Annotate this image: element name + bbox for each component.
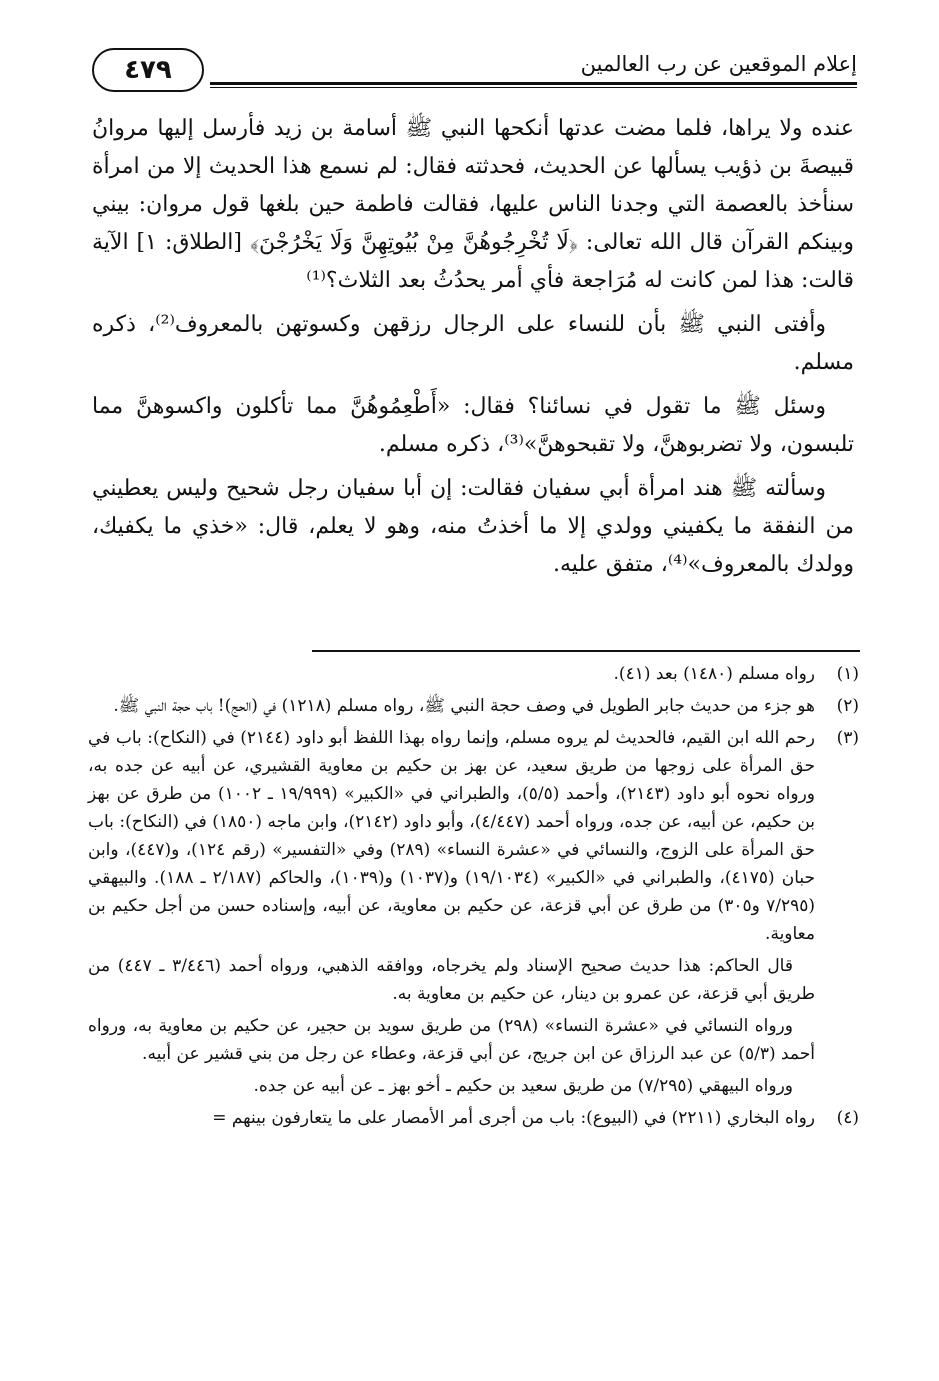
footnote-text: رواه البخاري (٢٢١١) في (البيوع): باب من أجرى أمر الأمصار على ما يتعارفون بينهم = bbox=[212, 1108, 815, 1128]
footnote bbox=[88, 692, 859, 720]
footnote-number: (٣) bbox=[836, 728, 859, 748]
footnote-continuation: قال الحاكم: هذا حديث صحيح الإسناد ولم يخرجاه، ووافقه الذهبي، ورواه أحمد (٣/٤٤٦ ـ ٤٤٧) من طريق أبي قزعة، عن عمرو بن دينار، عن حكيم بن معاوية به. bbox=[88, 956, 815, 1004]
footnote-number: (٤) bbox=[836, 1108, 859, 1128]
footnote-separator bbox=[312, 650, 860, 652]
header-rule bbox=[210, 82, 857, 85]
footnote bbox=[88, 724, 859, 948]
paragraph: عنده ولا يراها، فلما مضت عدتها أنكحها النبي ﷺ أسامة بن زيد فأرسل إليها مروانُ قبيصةَ بن ذؤيب يسألها عن الحديث، فحدثته فقال: لم نسمع هذا الحديث إلا من امرأة سنأخذ بالعصمة التي وجدنا الناس عليها، فقالت فاطمة حين بلغها قول مروان: بيني وبينكم القرآن قال الله تعالى: ﴿لَا تُخْرِجُوهُنَّ مِنْ بُيُوتِهِنَّ وَلَا يَخْرُجْنَ﴾ [الطلاق: ١] الآية قالت: هذا لمن كانت له مُرَاجعة فأي أمر يحدُثُ بعد الثلاث؟⁽¹⁾ bbox=[92, 116, 854, 293]
paragraph: وأفتى النبي ﷺ بأن للنساء على الرجال رزقهن وكسوتهن بالمعروف⁽²⁾، ذكره مسلم. bbox=[92, 312, 854, 375]
footnote bbox=[88, 660, 859, 688]
footnote-number: (٢) bbox=[836, 696, 859, 716]
footnote-text: رواه مسلم (١٤٨٠) بعد (٤١). bbox=[613, 664, 815, 684]
footnote-continuation: ورواه البيهقي (٧/٢٩٥) من طريق سعيد بن حكيم ـ أخو بهز ـ عن أبيه عن جده. bbox=[253, 1076, 793, 1096]
paragraph: وسئل ﷺ ما تقول في نسائنا؟ فقال: «أَطْعِمُوهُنَّ مما تأكلون واكسوهنَّ مما تلبسون، ولا تضربوهنَّ، ولا تقبحوهنَّ»⁽³⁾، ذكره مسلم. bbox=[92, 394, 854, 457]
main-text bbox=[92, 110, 854, 590]
footnote-text: رحم الله ابن القيم، فالحديث لم يروه مسلم، وإنما رواه بهذا اللفظ أبو داود (٢١٤٤) في (النكاح): باب في حق المرأة على زوجها من طريق سعيد، عن بهز بن حكيم بن معاوية القشيري، عن أبيه عن جده به، ورواه نحوه أبو داود (٢١٤٣)، وأحمد (٥/٥)، والطبراني في «الكبير» (١٩/٩٩٩ ـ ١٠٠٢) من طرق عن بهز بن حكيم، عن أبيه، عن جده، ورواه أحمد (٤/٤٤٧)، وأبو داود (٢١٤٢)، وابن ماجه (١٨٥٠) في (النكاح): باب حق المرأة على الزوج، والنسائي في «عشرة النساء» (٢٨٩) وفي «التفسير» (رقم ١٢٤)، و(٤٤٧)، وابن حبان (٤١٧٥)، والطبراني في «الكبير» (١٩/١٠٣٤) و(١٠٣٧) و(١٠٣٩)، والحاكم (٢/١٨٧ ـ ١٨٨). والبيهقي (٧/٢٩٥ و٣٠٥) من طرق عن أبي قزعة، عن حكيم بن معاوية، عن أبيه، وإسناده حسن من أجل حكيم بن معاوية. bbox=[88, 728, 816, 944]
page-number: ٤٧٩ bbox=[92, 48, 204, 92]
page-header bbox=[92, 48, 857, 90]
header-rule-thin bbox=[210, 87, 857, 88]
footnote-text: هو جزء من حديث جابر الطويل في وصف حجة النبي ﷺ، رواه مسلم (١٢١٨) في (الحج)! باب حجة النبي ﷺ. bbox=[113, 696, 815, 716]
paragraph: وسألته ﷺ هند امرأة أبي سفيان فقالت: إن أبا سفيان رجل شحيح وليس يعطيني من النفقة ما يكفيني وولدي إلا ما أخذتُ منه، وهو لا يعلم، قال: «خذي ما يكفيك، وولدك بالمعروف»⁽⁴⁾، متفق عليه. bbox=[92, 476, 854, 577]
running-title: إعلام الموقعين عن رب العالمين bbox=[580, 52, 857, 76]
footnote-continuation: ورواه النسائي في «عشرة النساء» (٢٩٨) من طريق سويد بن حجير، عن حكيم بن معاوية به، ورواه أحمد (٥/٣) عن عبد الرزاق عن ابن جريج، عن أبي قزعة، وعطاء عن رجل من بني قشير عن أبيه. bbox=[88, 1016, 815, 1064]
footnote bbox=[88, 1104, 859, 1132]
footnotes bbox=[88, 660, 859, 1136]
footnote-number: (١) bbox=[836, 664, 859, 684]
